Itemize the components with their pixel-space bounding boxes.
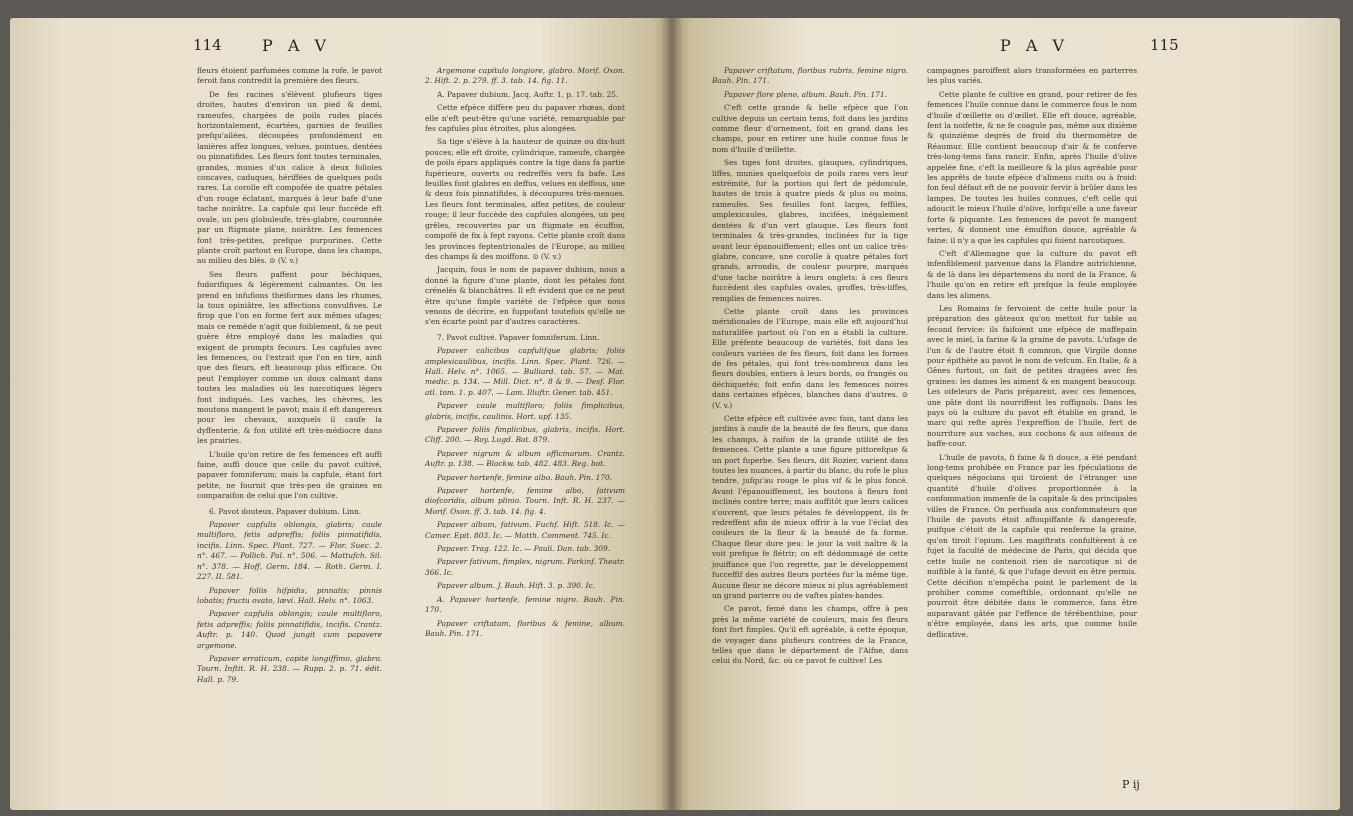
paragraph: C'eft cette grande & belle efpèce que l'on cultive depuis un certain tems, foit dans les jardins comme fleur d'ornement, foit en grand dans les champs, pour en retirer une huile connue fous le nom d'huile d'œillette. [712,103,908,154]
paragraph: A. Papaver dubium. Jacq. Auftr. 1. p. 17. tab. 25. [437,89,619,99]
synonym: Papaver capfulis oblongis, glabris; caule multifloro, fetis adpreffis; foliis pinnatifidis, incifis. Linn. Spec. Plant. 727. — Flor. Suec. 2. n°. 467. — Pollich. Pal. n°. 506. — Mattufch. Sil. n°. 378. — Hoff. Germ. 184. — Roth. Germ. I. 227. II. 581. [197,520,382,582]
synonym: Papaver capfulis oblongis; caule multifloro, fetis adpreffis; foliis pinnatifidis, incifis. Crantz. Auftr. p. 140. Quod jungit cum papavere argemone. [197,609,382,650]
right-running-head: P A V [1000,36,1070,55]
book-gutter [662,18,682,810]
synonym: Papaver hortenfe, femine albo, fativum diofcoridis, album plinio. Tourn. Inft. R. H. 237. — Morif. Oxon. ff. 3. tab. 14. fig. 4. [425,486,625,516]
synonym: Papaver fativum, fimplex, nigrum. Parkinf. Theatr. 366. Ic. [425,557,625,577]
synonym: Papaver. Trag. 122. Ic. — Pauli. Dan. tab. 309. [437,544,611,554]
synonym: A. Papaver hortenfe, femine nigro. Bauh. Pin. 170. [425,594,625,615]
paragraph: Ce pavot, femé dans les champs, offre à peu près la même variété de couleurs, mais fes fleurs font fort fimples. Qu'il eft agréable, à cette époque, de voyager dans plufieurs contrées de la France, telles que dans le département de l'Aifne, dans celui du Nord, &c. où ce pavot fe cultive! Les [712,604,908,666]
synonym: Papaver album. J. Bauh. Hift. 3. p. 390. Ic. [437,581,595,591]
synonym: Papaver caule multifloro; foliis fimplicibus, glabris, incifis, caulinis. Hort. upf. 135. [425,401,625,421]
paragraph: Cette plante fe cultive en grand, pour retirer de fes femences l'huile connue dans le commerce fous le nom d'huile d'œillette ou d'œillet. Elle eft douce, agréable, fent la noifette, & ne fe coagule pas, même aux dixième & quinzième degrés de froid du thermomètre de Réaumur. Elle contient beaucoup d'air & fe conferve très-long-tems fans rancir. Enfin, après l'huile d'olive appelée fine, c'eft la meilleure & la plus agréable pour les apprêts de toute efpèce d'alimens cuits ou à froid: fon feul défaut eft de ne pouvoir fervir à brûler dans les lampes. De toutes les huiles connues, c'eft celle qui adoucit le mieux l'huile d'olive, lorfqu'elle a une faveur forte & piquante. Les femences de pavot fe mangent vertes, & donnent une émulfion douce, agréable & faine: il n'y a que les capfules qui foient narcotiques. [927,89,1137,245]
paragraph: L'huile de pavots, fi faine & fi douce, a été pendant long-tems prohibée en France par les fpéculations de quelques négocians qui tiroient de l'étranger une quantité d'huile d'olives proportionnée à la confommation immenfe de la capitale & des principales villes de France. On perfuada aux confommateurs que l'huile de pavots étoit affoupiffante & dangereufe, puifque c'étoit de la capfule qui renferme la graine, qu'on tiroit l'opium. Les magiftrats confultèrent à ce fujet la faculté de médecine de Paris, qui décida que cette huile ne contenoit rien de narcotique ni de nuifible à la fanté, & que l'ufage devoit en être permis. Cette décifion n'empêcha point le parlement de la prohiber comme comeftible, ordonnant qu'elle ne pourroit être débitée dans le commerce, fans être auparavant gâtée par l'effence de térébenthine, pour n'être employée, dans les arts, que comme huile deflicative. [927,452,1137,639]
paragraph: Les Romains fe fervoient de cette huile pour la préparation des gâteaux qu'on mettoit fur table au fecond fervice: ils faifoient une efpèce de maffepain avec le miel, la farine & la graine de pavots. L'ufage de l'un & de l'autre étoit fi commun, que Virgile donne pour épithète au pavot le nom de vefcum. En Italie, & à Gênes furtout, on fait de petites dragées avec fes graines: les dames les aiment & en mangent beaucoup. Les oifeleurs de Paris préparent, avec ces femences, une pâte dont ils nourriffent les roffignols. Dans les pays où la culture du pavot eft établie en grand, le marc qui refte après l'expreffion de l'huile, fert de nourriture aux vaches, aux cochons & aux oifeaux de baffe-cour. [927,303,1137,449]
right-page-number: 115 [1150,36,1179,54]
synonym: Papaver calicibus capfulifque glabris; foliis amplexicaulibus, incifis. Linn. Spec. Plant. 726. — Hall. Helv. n°. 1065. — Bulliard. tab. 57. — Mat. medic. p. 134. — Mill. Dict. n°. 8 & 9. — Desf. Flor. atl. tom. 1. p. 407. — Lam. Illuftr. Gener. tab. 451. [425,346,625,397]
paragraph: L'huile qu'on retire de fes femences eft auffi faine, auffi douce que celle du pavot cultivé, papaver fomniferum; mais la capfule, étant fort petite, ne fournit que très-peu de graines en comparaifon de celui que l'on cultive. [197,449,382,501]
synonym: Papaver flore pleno, album. Bauh. Pin. 171. [724,89,887,99]
synonym: Papaver hortenfe, femine albo. Bauh. Pin. 170. [437,472,613,482]
signature-mark: P ij [1122,778,1140,791]
synonym: Papaver erraticum, capite longiffimo, glabro. Tourn. Inftit. R. H. 238. — Rupp. 2. p. 71. édit. Hall. p. 79. [197,653,382,684]
right-column-1 [712,66,908,670]
left-column-1 [197,66,382,688]
left-running-head: P A V [262,36,332,55]
paragraph: fleurs étoient parfumées comme la rofe, le pavot feroit fans contredit la première des fleurs. [197,66,382,86]
paragraph: Ses fleurs paffent pour béchiques, fudorifiques & légèrement calmantes. On les prend en infufions théiformes dans les rhumes, la toux opiniâtre, les affections convulfives. Le firop que l'on en forme fert aux mêmes ufages; mais ce remède n'agit que foiblement, & ne peut guère être employé dans les maladies qui exigent de prompts fecours. Les capfules avec les femences, ou l'extrait que l'on en tire, ainfi que des fleurs, eft beaucoup plus efficace. On peut l'employer comme un doux calmant dans toutes les maladies où les narcotiques légers font indiqués. Les vaches, les chèvres, les moutons mangent le pavot; mais il eft dangereux pour les chevaux, auxquels il caufe la dyffenterie, & fon utilité eft très-médiocre dans les prairies. [197,269,382,446]
section-heading: 7. Pavot cultivé. Papaver fomniferum. Linn. [437,332,600,342]
paragraph: campagnes paroiffent alors transformées en parterres les plus variés. [927,66,1137,86]
paragraph: C'eft d'Allemagne que la culture du pavot eft infenfiblement parvenue dans la Flandre autrichienne, & de là dans les départemens du nord de la France, & l'huile qu'on en retire eft prefque la feule employée dans les alimens. [927,248,1137,300]
left-column-2 [425,66,625,642]
synonym: Papaver criftatum, floribus rubris, femine nigro. Bauh. Pin. 171. [712,66,908,86]
synonym: Papaver foliis hifpidis, pinnatis; pinnis lobatis; fructu ovato, lævi. Hall. Helv. n°. 1063. [197,585,382,605]
synonym: Papaver album, fativum. Fuchf. Hift. 518. Ic. — Camer. Epit. 803. Ic. — Matth. Comment. 745. Ic. [425,520,625,540]
synonym: Papaver foliis fimplicibus, glabris, incifis. Hort. Cliff. 200. — Roy. Lugd. Bat. 879. [425,425,625,445]
paragraph: Sa tige s'élève à la hauteur de quinze ou dix-huit pouces; elle eft droite, cylindrique, rameufe, chargée de poils épars appliqués contre la tige dans fa partie fupérieure, ouverts ou redreffés vers fa bafe. Les feuilles font glabres en deffus, velues en deffous, une & deux fois pinnatifides, à découpures très-menues. Les fleurs font terminales, affez petites, de couleur rouge; il leur fuccède des capfules alongées, un peu grêles, recouvertes par un ftigmate en écuffon, compofé de fix à fept rayons. Cette plante croît dans les provinces feptentrionales de l'Europe, au milieu des champs & des moiffons. ⊙ (V. v.) [425,137,625,261]
paragraph: De fes racines s'élèvent plufieurs tiges droites, hautes d'environ un pied & demi, rameufes, chargées de poils rudes placés horizontalement, écartées, garnies de feuilles prefqu'ailées, découpées profondément en lanières affez longues, velues, pointues, dentées ou pinnatifides. Les fleurs font toutes terminales, grandes, munies d'un calice à deux folioles concaves, caduques, hériffées de quelques poils rares. La corolle eft compofée de quatre pétales d'un rouge éclatant, marqués à leur bafe d'une tache noirâtre. La capfule qui leur fuccède eft ovale, un peu globuleufe, très-glabre, couronnée par un ftigmate plane, noirâtre. Les femences font très-petites, prefque purpurines. Cette plante croît partout en Europe, dans les champs, au milieu des blés. ⊙ (V. v.) [197,89,382,266]
paragraph: Cette efpèce diffère peu du papaver rhœas, dont elle n'eft peut-être qu'une variété, remarquable par fes capfules plus étroites, plus alongées. [425,103,625,134]
right-column-2 [927,66,1137,643]
paragraph: Cette efpèce eft cultivée avec foin, tant dans les jardins à caufe de la beauté de fes fleurs, que dans les champs, à raifon de la grande utilité de fes femences. Cette plante a une figure pittorefque & un port fuperbe. Ses fleurs, dit Rozier, varient dans toutes les nuances, à partir du blanc, du rofe le plus tendre, jufqu'au rouge le plus vif & le plus foncé. Avant l'épanouiffement, les boutons à fleurs font inclinés contre terre; mais auffitôt que leurs calices s'ouvrent, que leurs pétales fe développent, ils fe redreffent afin de mieux offrir à la vue l'éclat des couleurs de la fleur & la beauté de fa forme. Chaque fleur dure peu: le jour la voit naître & la voit prefque fe flétrir; on eft dédommagé de cette jouiffance que l'on regrette, par le développement fucceffif des autres fleurs portées fur la même tige. Aucune fleur ne décore mieux ni plus agréablement un grand parterre ou de vaftes plates-bandes. [712,414,908,600]
synonym: Argemone capitulo longiore, glabro. Morif. Oxon. 2. Hift. 2. p. 279. ff. 3. tab. 14. fig. 11. [425,66,625,86]
synonym: Papaver criftatum, floribus & femine, album. Bauh. Pin. 171. [425,618,625,638]
paragraph: Ses tiges font droites, glauques, cylindriques, liffes, munies quelquefois de poils rares vers leur extrémité, fur la portion qui fert de pédoncule, hautes de trois à quatre pieds & plus ou moins, rameufes. Ses feuilles font larges, feffiles, amplexicaules, glabres, incifées, inégalement dentées & d'un vert glauque. Les fleurs font terminales & très-grandes, inclinées fur la tige avant leur épanouiffement; elles ont un calice très-glabre, concave, une corolle à quatre pétales fort grands, arrondis, de couleur pourpre, marqués d'une tache noirâtre à leurs onglets: à ces fleurs fuccèdent des capfules ovales, groffes, très-liffes, remplies de femences noires. [712,158,908,303]
synonym: Papaver nigrum & album officinarum. Crantz. Auftr. p. 138. — Blackw. tab. 482. 483. Reg. bot. [425,448,625,469]
paragraph: Cette plante croît dans les provinces méridionales de l'Europe, mais elle eft aujourd'hui naturalifée partout où l'on en a établi la culture. Elle préfente beaucoup de variétés, foit dans les couleurs variées de fes fleurs, foit dans les formes de fes pétales, qui font très-nombreux dans les fleurs doubles, entiers à leurs bords, ou frangés ou déchiquetés; foit enfin dans les femences noires dans certaines efpèces, blanches dans d'autres. ⊙ (V. v.) [712,306,908,410]
left-page-number: 114 [193,36,222,54]
paragraph: Jacquin, fous le nom de papaver dubium, nous a donné la figure d'une plante, dont les pétales font crénelés & blanchâtres. Il eft évident que ce ne peut être qu'une fimple variété de l'efpèce que nous venons de décrire, en fuppofant toutefois qu'elle ne s'en écarte point par d'autres caractères. [425,265,625,327]
section-heading: 6. Pavot douteux. Papaver dubium. Linn. [209,506,362,516]
